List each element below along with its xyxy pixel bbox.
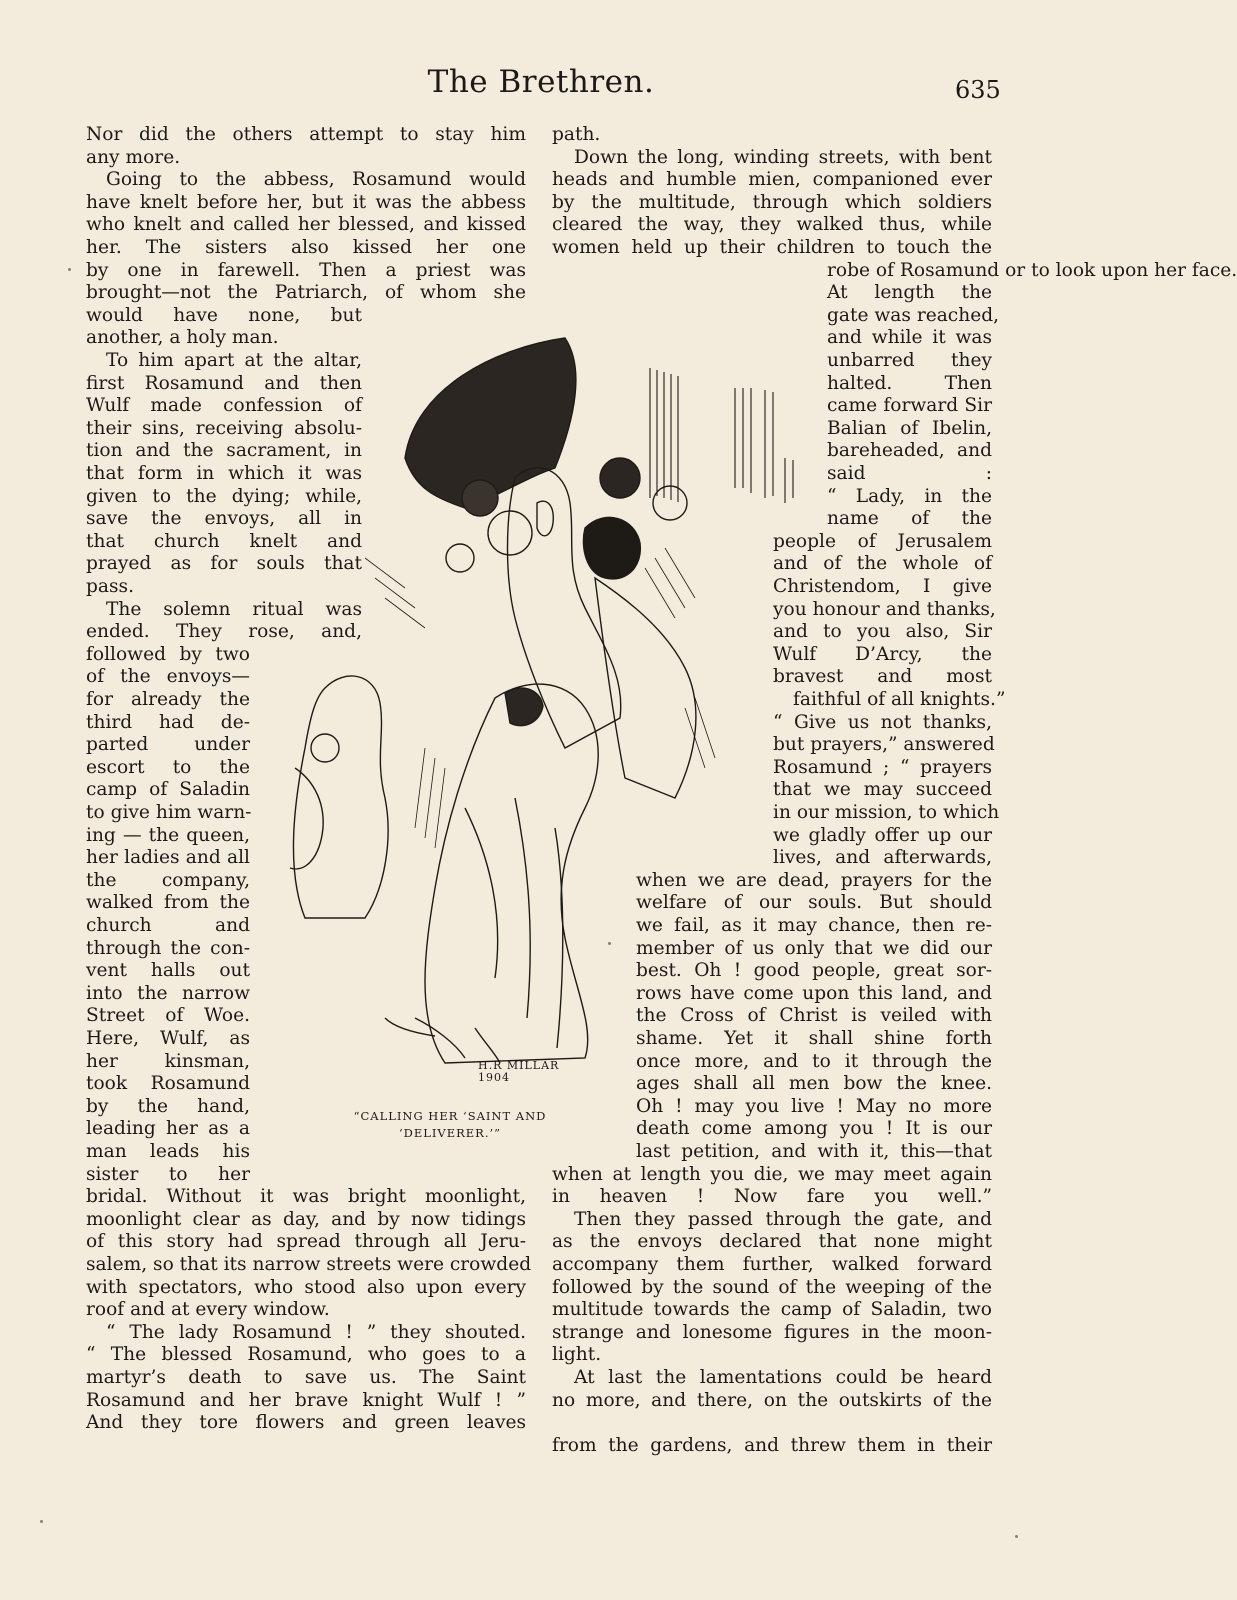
text-line: bridal. Without it was bright moonlight, — [86, 1186, 526, 1208]
text-line: sister to her — [86, 1163, 250, 1185]
text-line: followed by the sound of the weeping of the — [552, 1276, 992, 1298]
text-line: her kinsman, — [86, 1050, 250, 1072]
text-line: third had de- — [86, 711, 250, 733]
text-line: And they tore flowers and green leaves — [86, 1412, 526, 1434]
text-line: robe of Rosamund or to look upon her face. — [827, 259, 1237, 281]
text-line: their sins, receiving absolu- — [86, 417, 362, 439]
text-line: roof and at every window. — [86, 1299, 330, 1321]
artist-signature: H.R MILLAR 1904 — [478, 1059, 560, 1084]
text-line: prayed as for souls that — [86, 553, 362, 575]
text-line: women held up their children to touch the — [552, 237, 992, 258]
text-line: ing — the queen, — [86, 824, 250, 846]
text-line: into the narrow — [86, 982, 250, 1004]
text-line: and to you also, Sir — [773, 621, 992, 643]
text-line: by the hand, — [86, 1095, 250, 1117]
text-line: multitude towards the camp of Saladin, two — [552, 1299, 992, 1321]
text-line: with spectators, who stood also upon every — [86, 1276, 526, 1298]
text-line: given to the dying; while, — [86, 485, 362, 507]
text-line: cleared the way, they walked thus, while — [552, 214, 992, 236]
text-line: shame. Yet it shall shine forth — [636, 1028, 992, 1049]
text-line: tion and the sacrament, in — [86, 440, 362, 462]
text-line: Here, Wulf, as — [86, 1028, 250, 1049]
paper-speck — [40, 1520, 43, 1523]
text-line: bravest and most — [773, 666, 992, 688]
text-line: any more. — [86, 146, 181, 168]
text-line: in heaven ! Now fare you well.” — [552, 1186, 992, 1208]
text-line: to give him warn- — [86, 802, 252, 823]
text-line: Christendom, I give — [773, 576, 992, 597]
text-line: of the envoys— — [86, 666, 250, 688]
text-line: we gladly offer up our — [773, 824, 992, 846]
text-line: leading her as a — [86, 1118, 250, 1140]
text-line: of this story had spread through all Jeru- — [86, 1231, 526, 1253]
text-line: her. The sisters also kissed her one — [86, 237, 526, 258]
text-line: ended. They rose, and, — [86, 621, 362, 643]
text-line: Rosamund and her brave knight Wulf ! ” — [86, 1389, 526, 1411]
text-line: bareheaded, and — [827, 440, 992, 462]
text-line: took Rosamund — [86, 1073, 250, 1095]
text-line: as the envoys declared that none might — [552, 1231, 992, 1253]
text-line: the Cross of Christ is veiled with — [636, 1005, 992, 1027]
text-line: that church knelt and — [86, 530, 362, 552]
text-line: people of Jerusalem — [773, 530, 992, 552]
running-title: The Brethren. — [427, 64, 655, 100]
text-line: rows have come upon this land, and — [636, 982, 992, 1004]
text-line: light. — [552, 1344, 602, 1366]
text-line: Balian of Ibelin, — [827, 417, 992, 439]
text-line: moonlight clear as day, and by now tidings — [86, 1208, 526, 1230]
text-line: unbarred they — [827, 350, 992, 371]
text-line: by the multitude, through which soldiers — [552, 191, 992, 213]
text-line: Going to the abbess, Rosamund would — [106, 169, 526, 191]
text-line: Wulf made confession of — [86, 395, 362, 417]
text-line: and of the whole of — [773, 553, 992, 575]
text-line: “ The lady Rosamund ! ” they shouted. — [106, 1321, 526, 1343]
text-line: and while it was — [827, 327, 992, 349]
text-line: faithful of all knights.” — [793, 689, 1006, 710]
text-line: name of the — [827, 508, 992, 530]
text-line: Wulf D’Arcy, the — [773, 643, 992, 665]
text-line: path. — [552, 124, 601, 145]
text-line: welfare of our souls. But should — [636, 892, 992, 914]
text-line: we fail, as it may chance, then re- — [636, 915, 992, 936]
text-line: best. Oh ! good people, great sor- — [636, 960, 992, 982]
text-line: once more, and to it through the — [636, 1050, 992, 1072]
text-line: “ Lady, in the — [827, 485, 992, 507]
text-line: the company, — [86, 869, 250, 891]
text-line: escort to the — [86, 756, 250, 778]
text-line: camp of Saladin — [86, 779, 250, 801]
text-line: who knelt and called her blessed, and kissed — [86, 214, 526, 236]
text-line: Nor did the others attempt to stay him — [86, 124, 526, 145]
text-line: when we are dead, prayers for the — [636, 869, 992, 891]
text-line: member of us only that we did our — [636, 937, 992, 959]
text-line: another, a holy man. — [86, 327, 279, 349]
text-line: last petition, and with it, this—that — [636, 1141, 992, 1162]
text-line: have knelt before her, but it was the abbess — [86, 191, 526, 213]
paper-speck — [1015, 1535, 1018, 1538]
text-line: for already the — [86, 689, 250, 710]
text-line: gate was reached, — [827, 304, 1000, 326]
paper-speck — [68, 268, 71, 271]
text-line: came forward Sir — [827, 395, 992, 417]
text-line: halted. Then — [827, 372, 992, 394]
text-line: by one in farewell. Then a priest was — [86, 259, 526, 281]
text-line: when at length you die, we may meet again — [552, 1163, 992, 1185]
text-line: from the gardens, and threw them in their — [552, 1434, 992, 1456]
text-line: her ladies and all — [86, 847, 250, 869]
text-line: salem, so that its narrow streets were crowded — [86, 1254, 532, 1275]
caption-line: ‘DELIVERER.’” — [398, 1126, 502, 1140]
text-line: At last the lamentations could be heard — [574, 1367, 992, 1388]
text-line: followed by two — [86, 643, 250, 665]
text-line: death come among you ! It is our — [636, 1118, 992, 1140]
text-line: Down the long, winding streets, with bent — [574, 146, 992, 168]
text-line: The solemn ritual was — [106, 598, 362, 620]
text-line: Street of Woe. — [86, 1005, 250, 1027]
text-line: strange and lonesome figures in the moon- — [552, 1321, 992, 1343]
text-line: accompany them further, walked forward — [552, 1254, 992, 1275]
text-line: Rosamund ; “ prayers — [773, 756, 992, 778]
text-line: in our mission, to which — [773, 802, 1000, 823]
illustration-caption — [300, 1108, 600, 1142]
text-line: martyr’s death to save us. The Saint — [86, 1367, 526, 1388]
text-line: To him apart at the altar, — [106, 350, 362, 371]
text-line: you honour and thanks, — [773, 598, 996, 620]
text-line: parted under — [86, 734, 250, 756]
text-line: that form in which it was — [86, 463, 362, 484]
caption-line: “CALLING HER ‘SAINT AND — [353, 1109, 547, 1123]
text-line: first Rosamund and then — [86, 372, 362, 394]
text-line: walked from the — [86, 892, 250, 914]
text-line: lives, and afterwards, — [773, 847, 992, 869]
page-number: 635 — [955, 76, 1001, 104]
text-line: that we may succeed — [773, 779, 992, 801]
text-line: save the envoys, all in — [86, 508, 362, 530]
text-line: ages shall all men bow the knee. — [636, 1073, 992, 1095]
text-line: but prayers,” answered — [773, 734, 995, 756]
text-line: said : — [827, 463, 992, 484]
text-line: through the con- — [86, 937, 250, 959]
text-line: church and — [86, 915, 250, 936]
text-line: Oh ! may you live ! May no more — [636, 1095, 992, 1117]
text-line: man leads his — [86, 1141, 250, 1162]
text-line: pass. — [86, 576, 134, 597]
text-line: “ Give us not thanks, — [773, 711, 992, 733]
illustration-procession — [265, 328, 815, 1098]
text-line: Then they passed through the gate, and — [574, 1208, 992, 1230]
text-line: “ The blessed Rosamund, who goes to a — [86, 1344, 526, 1366]
text-line: would have none, but — [86, 304, 362, 326]
text-line: vent halls out — [86, 960, 250, 982]
paper-speck — [608, 942, 611, 945]
text-line: brought—not the Patriarch, of whom she — [86, 282, 526, 304]
text-line: At length the — [827, 282, 992, 304]
text-line: no more, and there, on the outskirts of the — [552, 1389, 992, 1411]
text-line: heads and humble mien, companioned ever — [552, 169, 992, 191]
